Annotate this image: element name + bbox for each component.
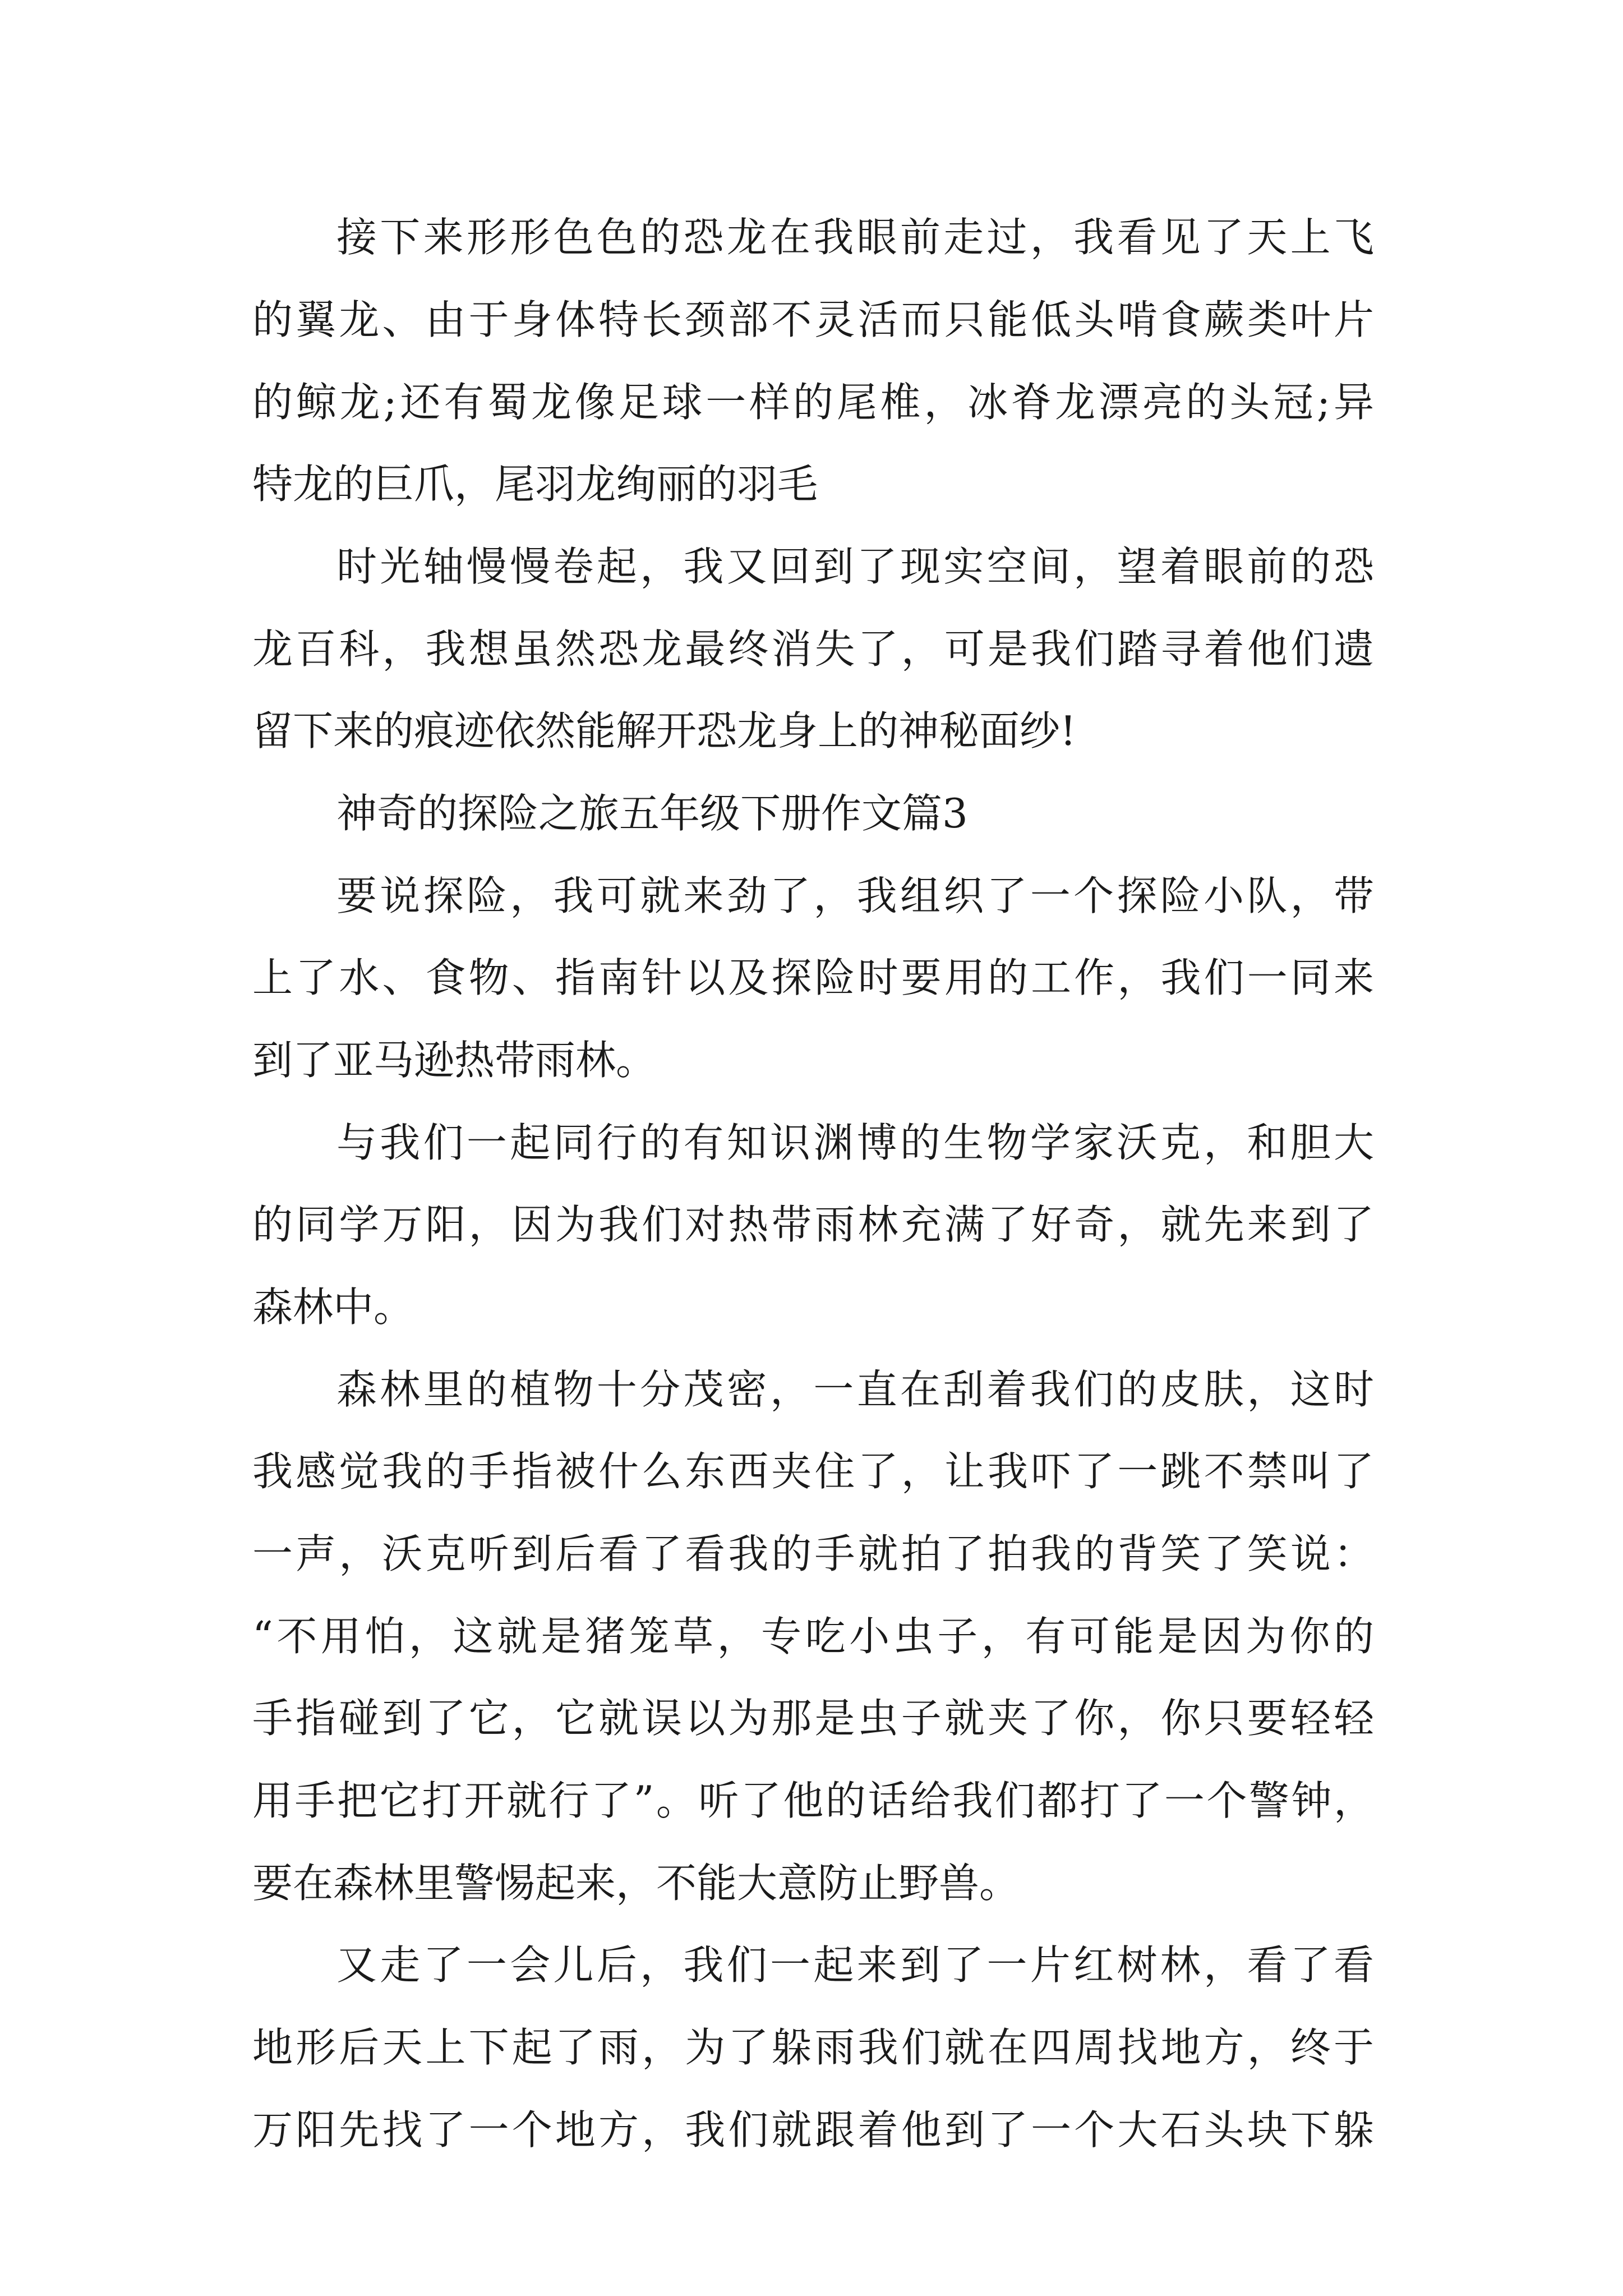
- section-heading: 神奇的探险之旅五年级下册作文篇3: [336, 790, 968, 837]
- text-line: 要在森林里警惕起来，不能大意防止野兽。: [252, 1860, 1020, 1907]
- text-line: 用手把它打开就行了”。听了他的话给我们都打了一个警钟，: [252, 1777, 1374, 1824]
- text-line: 龙百科，我想虽然恐龙最终消失了，可是我们踏寻着他们遗: [252, 625, 1374, 673]
- text-line: 留下来的痕迹依然能解开恐龙身上的神秘面纱!: [252, 707, 1076, 754]
- text-line: 接下来形形色色的恐龙在我眼前走过，我看见了天上飞: [336, 214, 1374, 261]
- text-line: 万阳先找了一个地方，我们就跟着他到了一个大石头块下躲: [252, 2106, 1374, 2154]
- text-line: 到了亚马逊热带雨林。: [252, 1037, 657, 1084]
- text-line: 特龙的巨爪，尾羽龙绚丽的羽毛: [252, 461, 818, 508]
- text-line: “不用怕，这就是猪笼草，专吃小虫子，有可能是因为你的: [252, 1613, 1374, 1660]
- text-line: 上了水、食物、指南针以及探险时要用的工作，我们一同来: [252, 954, 1374, 1001]
- text-line: 的翼龙、由于身体特长颈部不灵活而只能低头啃食蕨类叶片: [252, 296, 1374, 343]
- text-line: 的同学万阳，因为我们对热带雨林充满了好奇，就先来到了: [252, 1201, 1374, 1248]
- text-line: 一声，沃克听到后看了看我的手就拍了拍我的背笑了笑说：: [252, 1530, 1374, 1577]
- text-line: 我感觉我的手指被什么东西夹住了，让我吓了一跳不禁叫了: [252, 1448, 1374, 1495]
- text-line: 森林中。: [252, 1283, 414, 1331]
- text-line: 又走了一会儿后，我们一起来到了一片红树林，看了看: [336, 1941, 1374, 1989]
- text-line: 手指碰到了它，它就误以为那是虫子就夹了你，你只要轻轻: [252, 1695, 1374, 1742]
- text-line: 与我们一起同行的有知识渊博的生物学家沃克，和胆大: [336, 1119, 1374, 1166]
- text-line: 地形后天上下起了雨，为了躲雨我们就在四周找地方，终于: [252, 2024, 1374, 2071]
- text-line: 森林里的植物十分茂密，一直在刮着我们的皮肤，这时: [336, 1366, 1374, 1413]
- text-line: 的鲸龙;还有蜀龙像足球一样的尾椎，冰脊龙漂亮的头冠;异: [252, 379, 1374, 426]
- text-line: 要说探险，我可就来劲了，我组织了一个探险小队，带: [336, 872, 1374, 919]
- text-line: 时光轴慢慢卷起，我又回到了现实空间，望着眼前的恐: [336, 543, 1374, 590]
